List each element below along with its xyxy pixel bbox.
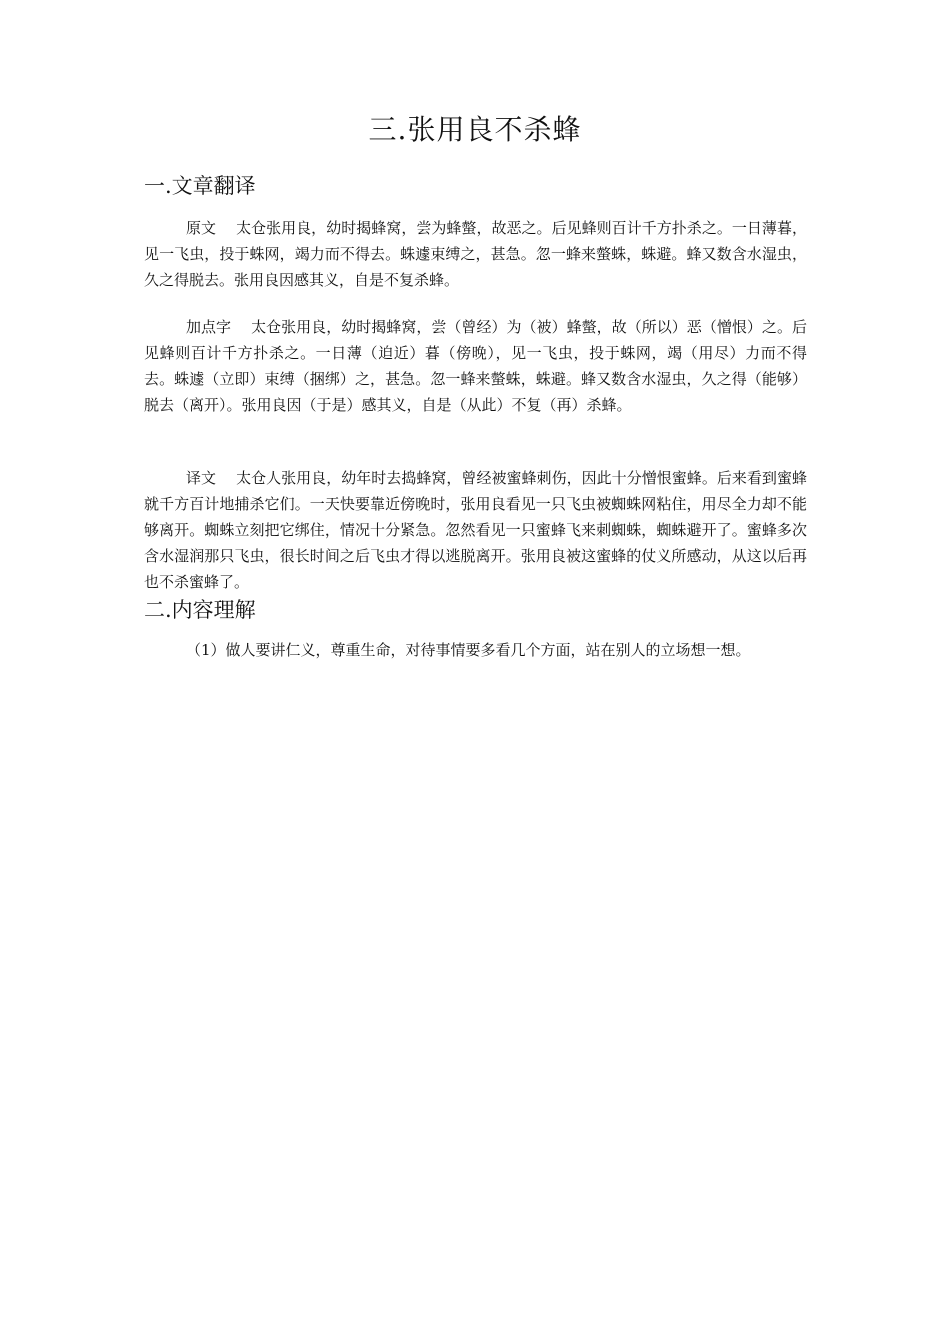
paragraph-body: 太仓人张用良，幼年时去捣蜂窝，曾经被蜜蜂刺伤，因此十分憎恨蜜蜂。后来看到蜜蜂就千方百计地捕杀它们。一天快要靠近傍晚时，张用良看见一只飞虫被蜘蛛网粘住，用尽全力却不能够离开。蜘蛛立刻把它绑住，情况十分紧急。忽然看见一只蜜蜂飞来刺蜘蛛，蜘蛛避开了。蜜蜂多次含水湿润那只飞虫，很长时间之后飞虫才得以逃脱离开。张用良被这蜜蜂的仗义所感动，从这以后再也不杀蜜蜂了。: [144, 469, 807, 591]
paragraph-annotated-words: [144, 314, 807, 418]
paragraph-translation: [144, 465, 807, 595]
paragraph-label: 加点字: [186, 318, 232, 336]
paragraph-body: （1）做人要讲仁义，尊重生命，对待事情要多看几个方面，站在别人的立场想一想。: [186, 641, 751, 659]
document-title: 三.张用良不杀蜂: [368, 113, 582, 146]
paragraph-original-text: [144, 215, 807, 293]
paragraph-comprehension-item: [144, 637, 807, 663]
section-heading-comprehension: 二.内容理解: [144, 598, 256, 622]
section-heading-translation: 一.文章翻译: [144, 174, 256, 198]
paragraph-label: 译文: [186, 469, 217, 487]
paragraph-label: 原文: [186, 219, 217, 237]
paragraph-body: 太仓张用良，幼时揭蜂窝，尝为蜂螫，故恶之。后见蜂则百计千方扑杀之。一日薄暮，见一飞虫，投于蛛网，竭力而不得去。蛛遽束缚之，甚急。忽一蜂来螫蛛，蛛避。蜂又数含水湿虫，久之得脱去。张用良因感其义，自是不复杀蜂。: [144, 219, 807, 289]
paragraph-body: 太仓张用良，幼时揭蜂窝，尝（曾经）为（被）蜂螫，故（所以）恶（憎恨）之。后见蜂则百计千方扑杀之。一日薄（迫近）暮（傍晚），见一飞虫，投于蛛网，竭（用尽）力而不得去。蛛遽（立即）束缚（捆绑）之，甚急。忽一蜂来螫蛛，蛛避。蜂又数含水湿虫，久之得（能够）脱去（离开）。张用良因（于是）感其义，自是（从此）不复（再）杀蜂。: [144, 318, 807, 414]
